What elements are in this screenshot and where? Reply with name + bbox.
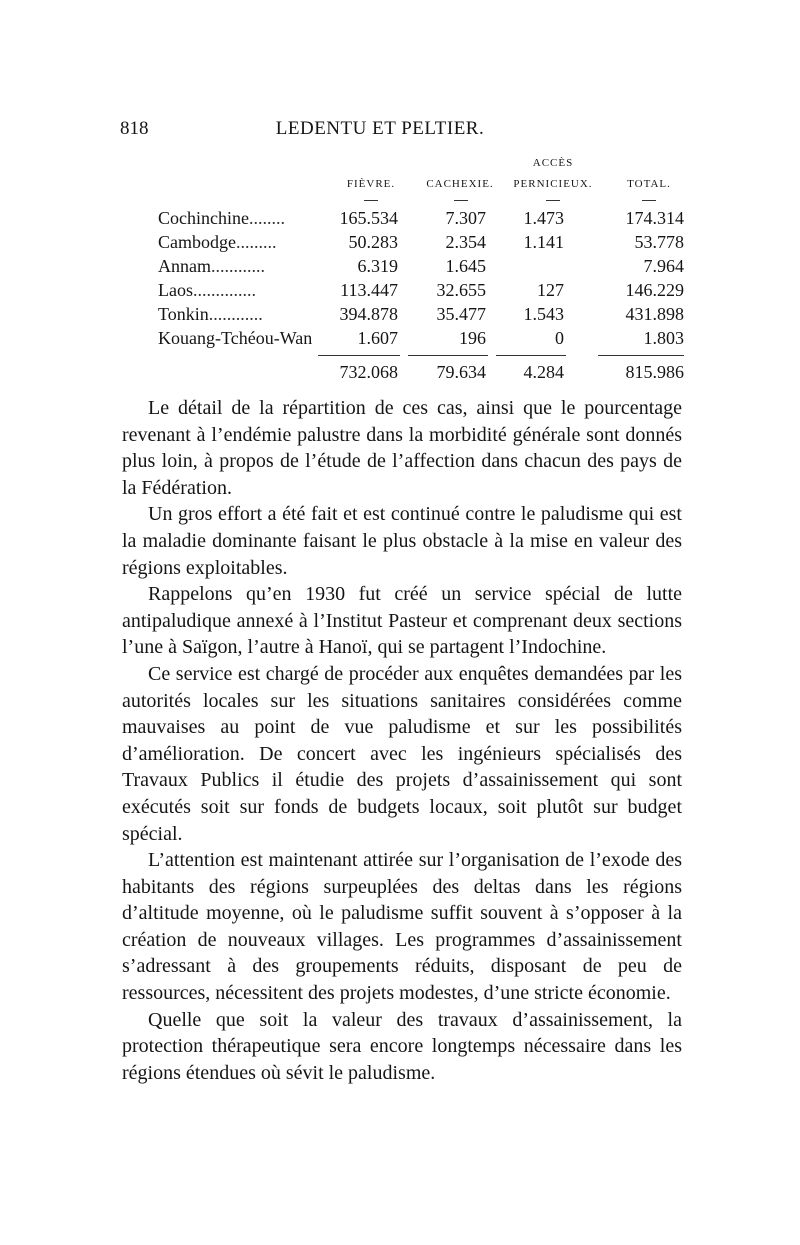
- header-dash: [642, 200, 656, 201]
- cell-acces: 1.141: [523, 232, 564, 252]
- column-header-acces-top: ACCÈS: [532, 157, 574, 169]
- row-label: Kouang-Tchéou-Wan: [158, 328, 313, 348]
- row-label: Cambodge.........: [158, 232, 277, 252]
- cell-acces: 1.543: [523, 304, 564, 324]
- header-dash: [454, 200, 468, 201]
- sum-rule: [408, 355, 488, 356]
- total-cachexie: 79.634: [436, 362, 486, 382]
- cell-cachexie: 1.645: [445, 256, 486, 276]
- sum-rule: [496, 355, 566, 356]
- cell-acces: 0: [555, 328, 564, 348]
- cell-cachexie: 196: [459, 328, 486, 348]
- table-row: [158, 280, 684, 304]
- table-row: [158, 232, 684, 256]
- cell-acces: 127: [537, 280, 564, 300]
- cell-total: 1.803: [643, 328, 684, 348]
- column-header-total: TOTAL.: [627, 178, 671, 190]
- paragraph: Rappelons qu’en 1930 fut créé un service spécial de lutte antipaludique annexé à l’Institut Pasteur et comprenant deux sections l’une à Saïgon, l’autre à Hanoï, qui se partagent l’Indochine.: [122, 583, 682, 659]
- table-row: [158, 328, 684, 352]
- total-fievre: 732.068: [339, 362, 398, 382]
- cell-fievre: 6.319: [357, 256, 398, 276]
- column-header-fievre: FIÈVRE.: [346, 178, 396, 190]
- cell-total: 53.778: [634, 232, 684, 252]
- table-row: [158, 304, 684, 328]
- row-label: Annam............: [158, 256, 265, 276]
- paragraph: Quelle que soit la valeur des travaux d’assainissement, la protection thérapeutique sera encore longtemps nécessaire dans les régions étendues où sévit le paludisme.: [122, 1008, 682, 1084]
- column-header-acces-bottom: PERNICIEUX.: [513, 178, 593, 190]
- paragraph: Un gros effort a été fait et est continué contre le paludisme qui est la maladie dominante faisant le plus obstacle à la mise en valeur des régions exploitables.: [122, 503, 682, 579]
- cell-fievre: 50.283: [348, 232, 398, 252]
- cell-total: 146.229: [625, 280, 684, 300]
- paragraph: Le détail de la répartition de ces cas, ainsi que le pourcentage revenant à l’endémie palustre dans la morbidité générale sont donnés plus loin, à propos de l’étude de l’affection dans chacun des pays de la Fédération.: [122, 397, 682, 499]
- cell-fievre: 165.534: [339, 208, 398, 228]
- paragraph: Ce service est chargé de procéder aux enquêtes demandées par les autorités locales sur les situations sanitaires considérées comme mauvaises au point de vue paludisme et sur les possibilités d’amélioration. De concert avec les ingénieurs spécialisés des Travaux Publics il étudie des projets d’assainissement qui sont exécutés soit sur fonds de budgets locaux, soit plutôt sur budget spécial.: [122, 662, 682, 845]
- page-number: 818: [120, 118, 149, 139]
- cell-cachexie: 2.354: [445, 232, 486, 252]
- body-text: [122, 395, 682, 1086]
- total-total: 815.986: [625, 362, 684, 382]
- header-dash: [364, 200, 378, 201]
- cell-cachexie: 35.477: [436, 304, 486, 324]
- table-row: [158, 208, 684, 232]
- paragraph: L’attention est maintenant attirée sur l’organisation de l’exode des habitants des régions surpeuplées des deltas dans les régions d’altitude moyenne, où le paludisme suffit souvent à s’opposer à la création de nouveaux villages. Les programmes d’assainissement s’adressant à des groupements réduits, disposant de peu de ressources, nécessitent des projets modestes, d’une stricte économie.: [122, 849, 682, 1005]
- cell-cachexie: 7.307: [445, 208, 486, 228]
- totals-row: [158, 362, 684, 386]
- header-dash: [546, 200, 560, 201]
- column-header-cachexie: CACHEXIE.: [426, 178, 494, 190]
- cell-total: 431.898: [625, 304, 684, 324]
- row-label: Cochinchine........: [158, 208, 285, 228]
- total-acces: 4.284: [523, 362, 564, 382]
- page-header: [120, 118, 680, 148]
- row-label: Laos..............: [158, 280, 256, 300]
- cell-cachexie: 32.655: [436, 280, 486, 300]
- running-title: LEDENTU ET PELTIER.: [275, 118, 485, 139]
- cell-total: 7.964: [643, 256, 684, 276]
- cell-total: 174.314: [625, 208, 684, 228]
- row-label: Tonkin............: [158, 304, 263, 324]
- cell-acces: 1.473: [523, 208, 564, 228]
- cell-fievre: 113.447: [340, 280, 398, 300]
- sum-rule: [318, 355, 400, 356]
- sum-rule: [598, 355, 684, 356]
- cell-fievre: 1.607: [357, 328, 398, 348]
- cell-fievre: 394.878: [339, 304, 398, 324]
- table-row: [158, 256, 684, 280]
